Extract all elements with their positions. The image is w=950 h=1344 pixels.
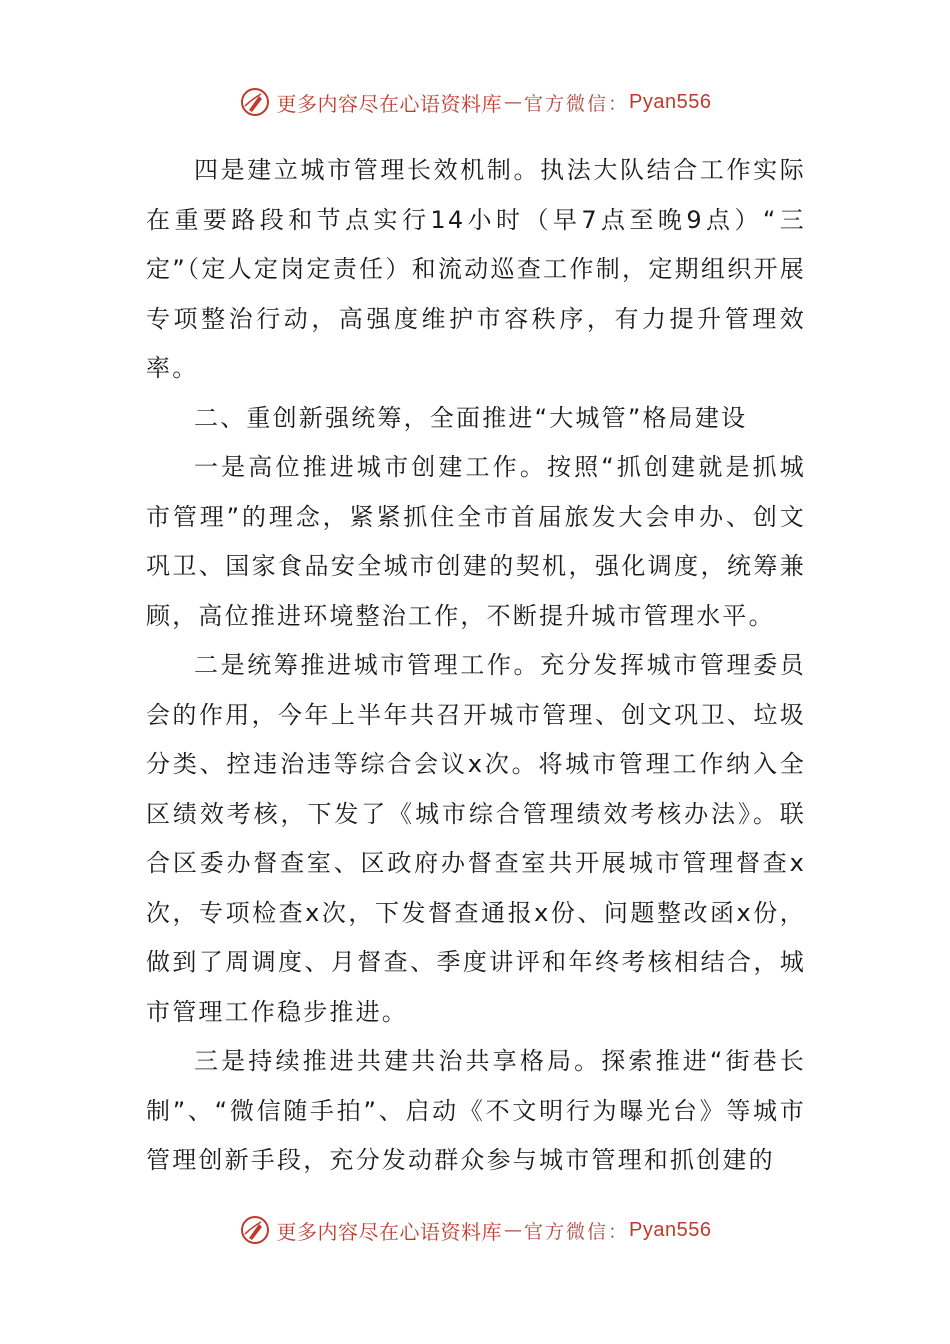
document-body xyxy=(146,146,806,1186)
banner-main-text: 更多内容尽在心语资料库 xyxy=(276,1219,502,1244)
banner-separator: — xyxy=(504,91,522,113)
banner-wechat-label: 官方微信： xyxy=(524,1220,630,1243)
paragraph-coordination: 二是统筹推进城市管理工作。充分发挥城市管理委员会的作用，今年上半年共召开城市管理、创文巩卫、垃圾分类、控违治违等综合会议x次。将城市管理工作纳入全区绩效考核，下发了《城市综合管理绩效考核办法》。联合区委办督查室、区政府办督查室共开展城市管理督查x次，专项检查x次，下发督查通报x份、问题整改函x份，做到了周调度、月督查、季度讲评和年终考核相结合，城市管理工作稳步推进。 xyxy=(146,651,806,1026)
banner-separator: — xyxy=(504,1219,522,1241)
banner-wechat-id: Pyan556 xyxy=(629,1218,712,1241)
banner-main-text: 更多内容尽在心语资料库 xyxy=(276,91,502,116)
paragraph-co-governance: 三是持续推进共建共治共享格局。探索推进“街巷长制”、“微信随手拍”、启动《不文明行为曝光台》等城市管理创新手段，充分发动群众参与城市管理和抓创建的 xyxy=(146,1047,806,1174)
header-banner xyxy=(0,82,950,122)
section-heading-big-urban-management: 二、重创新强统筹，全面推进“大城管”格局建设 xyxy=(194,403,748,432)
pen-nib-logo-icon xyxy=(239,1214,271,1246)
pen-nib-logo-icon xyxy=(239,86,271,118)
paragraph-city-creation: 一是高位推进城市创建工作。按照“抓创建就是抓城市管理”的理念，紧紧抓住全市首届旅发大会申办、创文巩卫、国家食品安全城市创建的契机，强化调度，统筹兼顾，高位推进环境整治工作，不断提升城市管理水平。 xyxy=(146,453,806,630)
footer-banner xyxy=(0,1210,950,1250)
paragraph-long-term-mechanism: 四是建立城市管理长效机制。执法大队结合工作实际在重要路段和节点实行14小时（早7点至晚9点）“三定”（定人定岗定责任）和流动巡查工作制，定期组织开展专项整治行动，高强度维护市容秩序，有力提升管理效率。 xyxy=(146,156,806,382)
banner-wechat-id: Pyan556 xyxy=(629,90,712,113)
banner-wechat-label: 官方微信： xyxy=(524,92,630,115)
